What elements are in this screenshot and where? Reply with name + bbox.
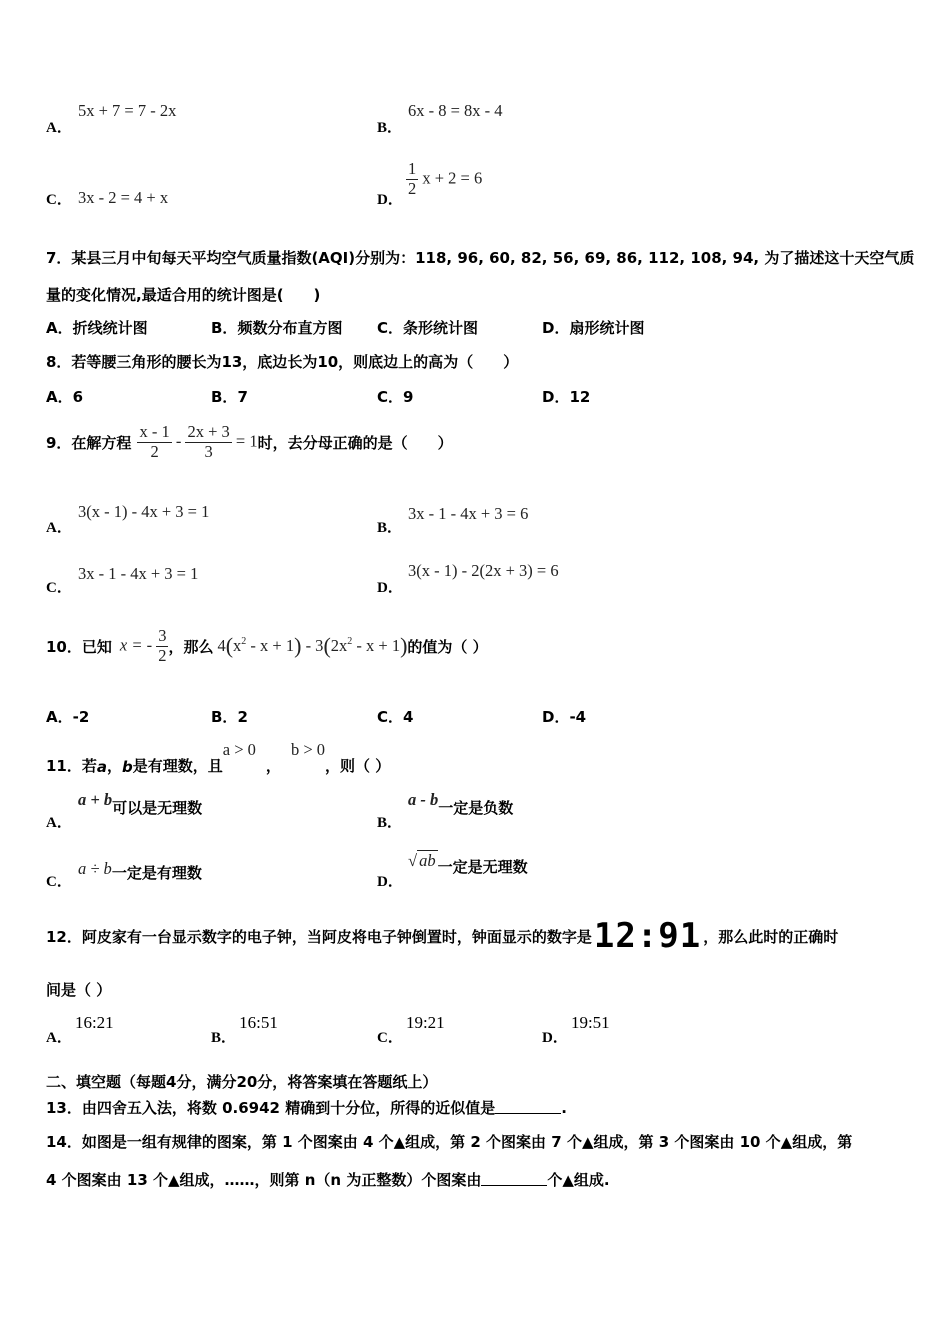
q7-option-c-text: 条形统计图 bbox=[403, 319, 479, 337]
q12-option-d bbox=[542, 1012, 610, 1046]
q6-option-c-label: C． bbox=[46, 192, 72, 208]
q11-option-d-sqrt: √ ab bbox=[408, 851, 436, 870]
q10-expr-c: - x + 1 bbox=[246, 636, 295, 655]
q6-option-d-label: D． bbox=[377, 192, 403, 208]
q7-stem-line1: 7．某县三月中旬每天平均空气质量指数(AQI)分别为：118, 96, 60, 82, 56, 69, 86, 112, 108, 94, 为了描述这十天空气质 bbox=[46, 249, 915, 267]
q10-option-d bbox=[542, 706, 586, 727]
q9-suffix: 时，去分母正确的是（ ） bbox=[257, 433, 453, 452]
q10-expression: $4(x^2 - x + 1) - 3(2x^2 - x + 1)$ bbox=[217, 633, 408, 658]
q12-clock-display: 12:91 bbox=[593, 916, 702, 956]
q11-sep: ， bbox=[107, 757, 123, 775]
q14-answer-blank bbox=[481, 1172, 547, 1186]
q12-option-c-label: C． bbox=[377, 1030, 403, 1046]
q10-expr-f: - x + 1 bbox=[352, 636, 401, 655]
q9-option-b-label: B． bbox=[377, 520, 403, 536]
q9-option-b-expr: 3x - 1 - 4x + 3 = 6 bbox=[408, 504, 529, 523]
q10-option-c-label: C． bbox=[377, 708, 404, 726]
q7-option-b bbox=[211, 317, 342, 338]
q13-stem bbox=[46, 1097, 567, 1118]
q12-line1-suffix: ，那么此时的正确时 bbox=[703, 927, 839, 946]
q8-option-a-label: A． bbox=[46, 388, 73, 406]
q14-line2-b: 个▲组成. bbox=[547, 1171, 610, 1189]
q10-suffix: 的值为（ ） bbox=[407, 637, 488, 656]
q10-prefix: 10．已知 bbox=[46, 637, 112, 656]
q11-option-d-radicand: ab bbox=[419, 851, 436, 870]
q12-option-c bbox=[377, 1012, 445, 1046]
q6-d-frac-den: 2 bbox=[408, 178, 417, 198]
q10-option-c-text: 4 bbox=[403, 708, 414, 726]
q6-d-frac-num: 1 bbox=[408, 159, 417, 178]
q11-option-c-text: 一定是有理数 bbox=[111, 864, 202, 882]
q12-option-a-label: A． bbox=[46, 1030, 72, 1046]
q11-option-a-text: 可以是无理数 bbox=[112, 799, 203, 817]
q10-x-value bbox=[120, 627, 169, 666]
q11-option-a-label: A． bbox=[46, 815, 72, 831]
q7-option-b-label: B． bbox=[211, 319, 238, 337]
q12-option-b-label: B． bbox=[211, 1030, 237, 1046]
q9-option-a-expr: 3(x - 1) - 4x + 3 = 1 bbox=[78, 502, 210, 521]
q11-cond2: b > 0 bbox=[290, 740, 325, 759]
q7-option-d-text: 扇形统计图 bbox=[569, 319, 645, 337]
q11-option-d-label: D． bbox=[377, 874, 403, 890]
q10-expr-a: 4 bbox=[217, 636, 226, 655]
q11-suffix: ，则（ ） bbox=[325, 757, 391, 775]
q7-option-a-text: 折线统计图 bbox=[72, 319, 148, 337]
q10-option-a-label: A． bbox=[46, 708, 73, 726]
q10-option-d-text: -4 bbox=[569, 708, 587, 726]
q10-expr-sup1: 2 bbox=[241, 636, 247, 647]
q11-comma: ， bbox=[265, 757, 281, 775]
q12-line1-prefix: 12．阿皮家有一台显示数字的电子钟，当阿皮将电子钟倒置时，钟面显示的数字是 bbox=[46, 927, 592, 946]
q9-frac1-den: 2 bbox=[150, 441, 159, 461]
q9-frac1-num: x - 1 bbox=[139, 421, 170, 441]
q6-option-d-expr bbox=[406, 160, 482, 199]
q8-option-c-text: 9 bbox=[403, 388, 414, 406]
q7-option-c-label: C． bbox=[377, 319, 404, 337]
q10-option-b bbox=[211, 706, 248, 727]
q6-option-b-label: B． bbox=[377, 120, 403, 136]
q12-option-d-text: 19:51 bbox=[570, 1013, 610, 1032]
q7-option-d-label: D． bbox=[542, 319, 570, 337]
q7-option-c bbox=[377, 317, 478, 338]
q9-frac2-num: 2x + 3 bbox=[187, 421, 230, 441]
q11-option-b bbox=[408, 790, 514, 818]
q7-stem-line2: 量的变化情况,最适合用的统计图是( ) bbox=[46, 286, 321, 304]
q12-option-d-label: D． bbox=[542, 1030, 568, 1046]
q11-option-a-expr: a + b bbox=[78, 790, 113, 809]
q11-cond1: a > 0 bbox=[222, 740, 256, 759]
q12-option-a-text: 16:21 bbox=[74, 1013, 114, 1032]
q8-option-b-label: B． bbox=[211, 388, 238, 406]
section2-title: 二、填空题（每题4分，满分20分，将答案填在答题纸上） bbox=[46, 1073, 438, 1091]
q10-option-d-label: D． bbox=[542, 708, 570, 726]
q13-text: 13．由四舍五入法，将数 0.6942 精确到十分位，所得的近似值是 bbox=[46, 1099, 496, 1117]
q11-option-c-expr: a ÷ b bbox=[78, 859, 112, 878]
q11-option-a bbox=[78, 790, 203, 818]
q12-stem-line2: 间是（ ） bbox=[46, 981, 112, 999]
q8-option-a bbox=[46, 386, 83, 407]
q9-equation bbox=[137, 423, 257, 462]
q10-expr-d: - 3 bbox=[301, 636, 324, 655]
q12-option-b bbox=[211, 1012, 278, 1046]
q10-option-a-text: -2 bbox=[72, 708, 90, 726]
q14-line2 bbox=[46, 1169, 610, 1190]
q8-option-a-text: 6 bbox=[72, 388, 84, 406]
q6-option-b-expr: 6x - 8 = 8x - 4 bbox=[408, 101, 503, 120]
q8-option-d-text: 12 bbox=[569, 388, 591, 406]
q11-option-d bbox=[408, 851, 528, 877]
q12-option-a bbox=[46, 1012, 114, 1046]
q11-var-b: b bbox=[122, 758, 133, 776]
q14-line2-a: 4 个图案由 13 个▲组成，……，则第 n（n 为正整数）个图案由 bbox=[46, 1171, 482, 1189]
q11-option-c bbox=[78, 859, 202, 883]
q10-option-a bbox=[46, 706, 89, 727]
q11-option-d-text: 一定是无理数 bbox=[437, 858, 528, 876]
q8-option-d bbox=[542, 386, 590, 407]
q11-prefix: 11．若 bbox=[46, 757, 97, 775]
q10-frac-den: 2 bbox=[158, 645, 167, 665]
q6-option-c-expr: 3x - 2 = 4 + x bbox=[78, 188, 169, 207]
q9-option-a-label: A． bbox=[46, 520, 72, 536]
q9-eq: = 1 bbox=[231, 430, 258, 450]
q8-option-b bbox=[211, 386, 248, 407]
q7-option-d bbox=[542, 317, 644, 338]
q11-option-b-expr: a - b bbox=[408, 790, 439, 809]
q10-expr-sup2: 2 bbox=[347, 636, 353, 647]
q9-prefix: 9．在解方程 bbox=[46, 433, 132, 452]
q8-option-b-text: 7 bbox=[237, 388, 248, 406]
q8-option-c bbox=[377, 386, 413, 407]
q13-answer-blank bbox=[495, 1100, 561, 1114]
q12-option-c-text: 19:21 bbox=[405, 1013, 445, 1032]
q10-expr-b: x bbox=[233, 636, 242, 655]
q9-minus: - bbox=[171, 430, 186, 450]
q11-mid: 是有理数，且 bbox=[132, 757, 223, 775]
q14-line1: 14．如图是一组有规律的图案，第 1 个图案由 4 个▲组成，第 2 个图案由 7 个▲组成，第 3 个图案由 10 个▲组成，第 bbox=[46, 1133, 853, 1151]
q10-mid: ，那么 bbox=[168, 637, 214, 656]
q6-option-a-label: A． bbox=[46, 120, 72, 136]
q7-option-a-label: A． bbox=[46, 319, 73, 337]
q10-option-c bbox=[377, 706, 413, 727]
q9-option-c-label: C． bbox=[46, 580, 72, 596]
q10-option-b-text: 2 bbox=[237, 708, 248, 726]
q8-option-d-label: D． bbox=[542, 388, 570, 406]
q8-stem: 8．若等腰三角形的腰长为13，底边长为10，则底边上的高为（ ） bbox=[46, 353, 519, 371]
q11-option-b-label: B． bbox=[377, 815, 403, 831]
q9-option-d-label: D． bbox=[377, 580, 403, 596]
q11-option-b-text: 一定是负数 bbox=[438, 799, 514, 817]
q10-expr-e: 2x bbox=[330, 636, 348, 655]
q13-end: . bbox=[561, 1099, 567, 1117]
q11-option-c-label: C． bbox=[46, 874, 72, 890]
q9-frac2-den: 3 bbox=[204, 441, 213, 461]
q9-stem bbox=[46, 418, 453, 466]
q11-stem bbox=[46, 736, 390, 776]
q6-option-a-expr: 5x + 7 = 7 - 2x bbox=[78, 101, 177, 120]
q11-var-a: a bbox=[96, 758, 107, 776]
q12-stem-line1 bbox=[46, 914, 838, 958]
q10-frac-num: 3 bbox=[158, 625, 167, 645]
q12-option-b-text: 16:51 bbox=[239, 1013, 278, 1032]
q10-stem bbox=[46, 620, 488, 672]
q8-option-c-label: C． bbox=[377, 388, 404, 406]
q7-option-b-text: 频数分布直方图 bbox=[237, 319, 343, 337]
q10-x-eq: x = - bbox=[119, 634, 157, 654]
q6-d-expr-rest: x + 2 = 6 bbox=[422, 168, 483, 188]
q7-option-a bbox=[46, 317, 148, 338]
q9-option-d-expr: 3(x - 1) - 2(2x + 3) = 6 bbox=[408, 561, 559, 580]
q10-option-b-label: B． bbox=[211, 708, 238, 726]
q9-option-c-expr: 3x - 1 - 4x + 3 = 1 bbox=[78, 564, 199, 583]
